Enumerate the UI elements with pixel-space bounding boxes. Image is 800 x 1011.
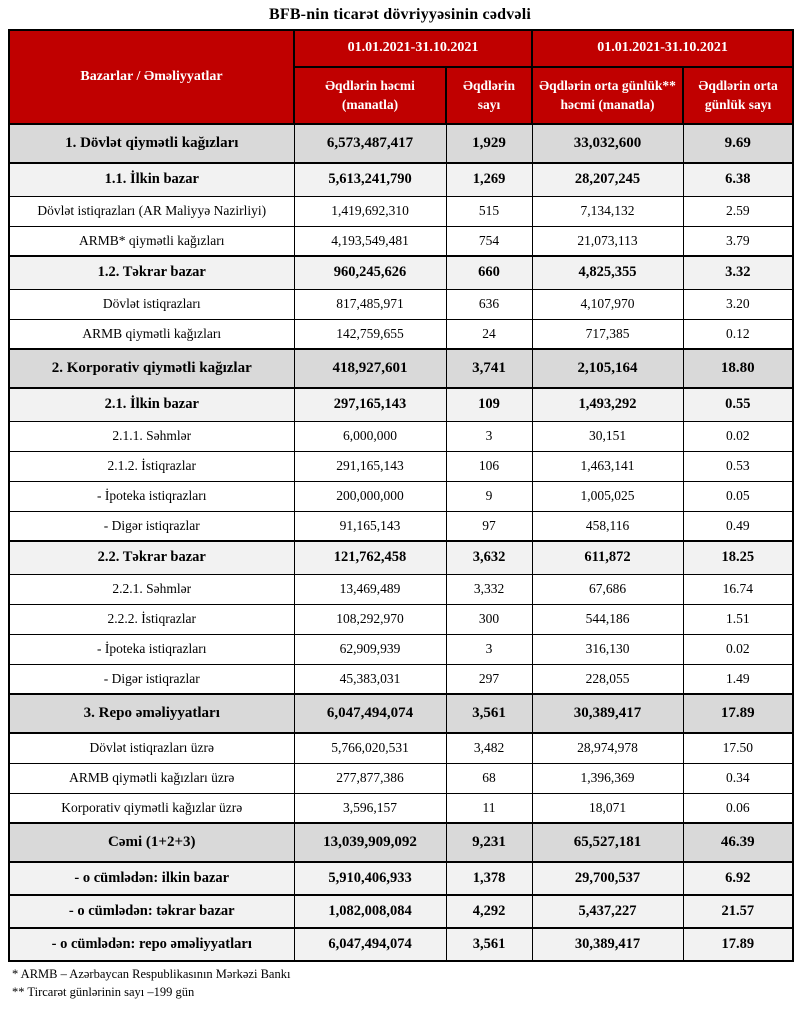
row-value: 3.79 [683,226,793,256]
table-row [9,541,793,574]
row-value: 0.34 [683,763,793,793]
row-value: 1,396,369 [532,763,683,793]
footnote-armb: * ARMB – Azərbaycan Respublikasının Mərkəzi Bankı [12,967,291,981]
row-value: 5,766,020,531 [294,733,446,763]
row-value: 46.39 [683,823,793,862]
row-label: 2.1. İlkin bazar [9,388,294,421]
row-value: 3 [446,634,532,664]
row-value: 4,825,355 [532,256,683,289]
row-value: 18.25 [683,541,793,574]
table-row [9,664,793,694]
row-value: 458,116 [532,511,683,541]
row-value: 418,927,601 [294,349,446,388]
row-label: 2.1.2. İstiqrazlar [9,451,294,481]
table-row [9,823,793,862]
table-row [9,928,793,961]
row-value: 3,561 [446,694,532,733]
row-value: 91,165,143 [294,511,446,541]
row-value: 65,527,181 [532,823,683,862]
row-value: 45,383,031 [294,664,446,694]
row-value: 717,385 [532,319,683,349]
row-label: 2.2.1. Səhmlər [9,574,294,604]
row-value: 0.12 [683,319,793,349]
row-value: 515 [446,196,532,226]
row-value: 28,207,245 [532,163,683,196]
row-value: 3,741 [446,349,532,388]
table-row [9,481,793,511]
table-row [9,604,793,634]
row-value: 5,437,227 [532,895,683,928]
row-value: 3,632 [446,541,532,574]
table-row [9,895,793,928]
table-row [9,226,793,256]
row-value: 9 [446,481,532,511]
table-row [9,763,793,793]
row-label: 1.1. İlkin bazar [9,163,294,196]
row-value: 6.92 [683,862,793,895]
row-value: 97 [446,511,532,541]
row-value: 6,573,487,417 [294,124,446,163]
row-label: Korporativ qiymətli kağızlar üzrə [9,793,294,823]
header-period-row [9,30,793,67]
row-value: 4,107,970 [532,289,683,319]
row-value: 13,469,489 [294,574,446,604]
footnote-trading-days: ** Tircarət günlərinin sayı –199 gün [12,985,195,1000]
row-value: 108,292,970 [294,604,446,634]
row-label: Cəmi (1+2+3) [9,823,294,862]
row-value: 660 [446,256,532,289]
row-label: 2.2.2. İstiqrazlar [9,604,294,634]
table-row [9,451,793,481]
row-label: Dövlət istiqrazları üzrə [9,733,294,763]
column-header-daily-volume: Əqdlərin orta günlük** həcmi (manatla) [532,67,683,124]
table-row [9,634,793,664]
row-value: 228,055 [532,664,683,694]
row-value: 142,759,655 [294,319,446,349]
row-value: 18.80 [683,349,793,388]
row-value: 18,071 [532,793,683,823]
row-value: 316,130 [532,634,683,664]
row-value: 5,613,241,790 [294,163,446,196]
row-value: 1,378 [446,862,532,895]
row-value: 300 [446,604,532,634]
row-value: 6,047,494,074 [294,694,446,733]
row-value: 29,700,537 [532,862,683,895]
row-value: 30,389,417 [532,928,683,961]
row-value: 1,419,692,310 [294,196,446,226]
column-header-volume: Əqdlərin həcmi (manatla) [294,67,446,124]
row-value: 3 [446,421,532,451]
row-value: 1,493,292 [532,388,683,421]
table-row [9,289,793,319]
row-label: ARMB qiymətli kağızları üzrə [9,763,294,793]
row-label: - o cümlədən: ilkin bazar [9,862,294,895]
row-label: - o cümlədən: təkrar bazar [9,895,294,928]
row-value: 6.38 [683,163,793,196]
row-label: - İpoteka istiqrazları [9,634,294,664]
row-value: 9,231 [446,823,532,862]
row-value: 817,485,971 [294,289,446,319]
corner-header-cell: Bazarlar / Əməliyyatlar [9,30,294,124]
table-row [9,124,793,163]
row-value: 754 [446,226,532,256]
row-value: 33,032,600 [532,124,683,163]
period-header-group2: 01.01.2021-31.10.2021 [532,30,793,67]
row-label: 2.2. Təkrar bazar [9,541,294,574]
row-value: 11 [446,793,532,823]
row-value: 30,151 [532,421,683,451]
row-value: 3,561 [446,928,532,961]
row-value: 17.89 [683,928,793,961]
row-value: 17.89 [683,694,793,733]
table-row [9,388,793,421]
row-value: 611,872 [532,541,683,574]
row-value: 21,073,113 [532,226,683,256]
row-label: Dövlət istiqrazları [9,289,294,319]
table-row [9,574,793,604]
row-value: 297 [446,664,532,694]
column-header-count: Əqdlərin sayı [446,67,532,124]
table-body [9,124,793,961]
row-value: 6,047,494,074 [294,928,446,961]
column-header-daily-count: Əqdlərin orta günlük sayı [683,67,793,124]
table-row [9,733,793,763]
table-row [9,511,793,541]
row-value: 9.69 [683,124,793,163]
row-label: 1.2. Təkrar bazar [9,256,294,289]
row-value: 0.55 [683,388,793,421]
row-value: 3.20 [683,289,793,319]
table-row [9,793,793,823]
row-label: 1. Dövlət qiymətli kağızları [9,124,294,163]
row-value: 13,039,909,092 [294,823,446,862]
table-header [9,30,793,124]
row-value: 3.32 [683,256,793,289]
row-value: 544,186 [532,604,683,634]
row-value: 1,269 [446,163,532,196]
row-value: 24 [446,319,532,349]
row-value: 1.49 [683,664,793,694]
row-value: 1,929 [446,124,532,163]
row-label: 2. Korporativ qiymətli kağızlar [9,349,294,388]
row-value: 4,292 [446,895,532,928]
row-value: 62,909,939 [294,634,446,664]
row-value: 5,910,406,933 [294,862,446,895]
page-title: BFB-nin ticarət dövriyyəsinin cədvəli [268,6,532,23]
row-label: ARMB qiymətli kağızları [9,319,294,349]
row-value: 3,482 [446,733,532,763]
row-value: 277,877,386 [294,763,446,793]
table-row [9,256,793,289]
row-value: 67,686 [532,574,683,604]
row-value: 0.06 [683,793,793,823]
table-row [9,862,793,895]
row-value: 6,000,000 [294,421,446,451]
row-value: 68 [446,763,532,793]
table-row [9,196,793,226]
row-value: 2,105,164 [532,349,683,388]
table-row [9,349,793,388]
row-value: 291,165,143 [294,451,446,481]
row-label: 3. Repo əməliyyatları [9,694,294,733]
row-value: 7,134,132 [532,196,683,226]
row-label: ARMB* qiymətli kağızları [9,226,294,256]
row-value: 17.50 [683,733,793,763]
table-row [9,694,793,733]
row-value: 200,000,000 [294,481,446,511]
row-value: 0.02 [683,634,793,664]
row-value: 21.57 [683,895,793,928]
row-label: 2.1.1. Səhmlər [9,421,294,451]
row-label: - Digər istiqrazlar [9,664,294,694]
table-row [9,319,793,349]
row-label: - o cümlədən: repo əməliyyatları [9,928,294,961]
row-value: 2.59 [683,196,793,226]
row-value: 1,005,025 [532,481,683,511]
row-value: 121,762,458 [294,541,446,574]
row-value: 109 [446,388,532,421]
row-value: 3,332 [446,574,532,604]
row-value: 0.05 [683,481,793,511]
row-value: 106 [446,451,532,481]
row-value: 0.02 [683,421,793,451]
row-value: 3,596,157 [294,793,446,823]
row-value: 16.74 [683,574,793,604]
table-row [9,421,793,451]
row-value: 1.51 [683,604,793,634]
row-value: 28,974,978 [532,733,683,763]
row-label: Dövlət istiqrazları (AR Maliyyə Nazirliyi) [9,196,294,226]
row-value: 4,193,549,481 [294,226,446,256]
footnotes [12,965,792,1001]
row-value: 1,463,141 [532,451,683,481]
table-row [9,163,793,196]
row-value: 1,082,008,084 [294,895,446,928]
row-value: 0.49 [683,511,793,541]
row-value: 960,245,626 [294,256,446,289]
row-value: 30,389,417 [532,694,683,733]
row-value: 297,165,143 [294,388,446,421]
period-header-group1: 01.01.2021-31.10.2021 [294,30,532,67]
row-value: 636 [446,289,532,319]
row-value: 0.53 [683,451,793,481]
row-label: - Digər istiqrazlar [9,511,294,541]
row-label: - İpoteka istiqrazları [9,481,294,511]
turnover-table [8,29,794,962]
